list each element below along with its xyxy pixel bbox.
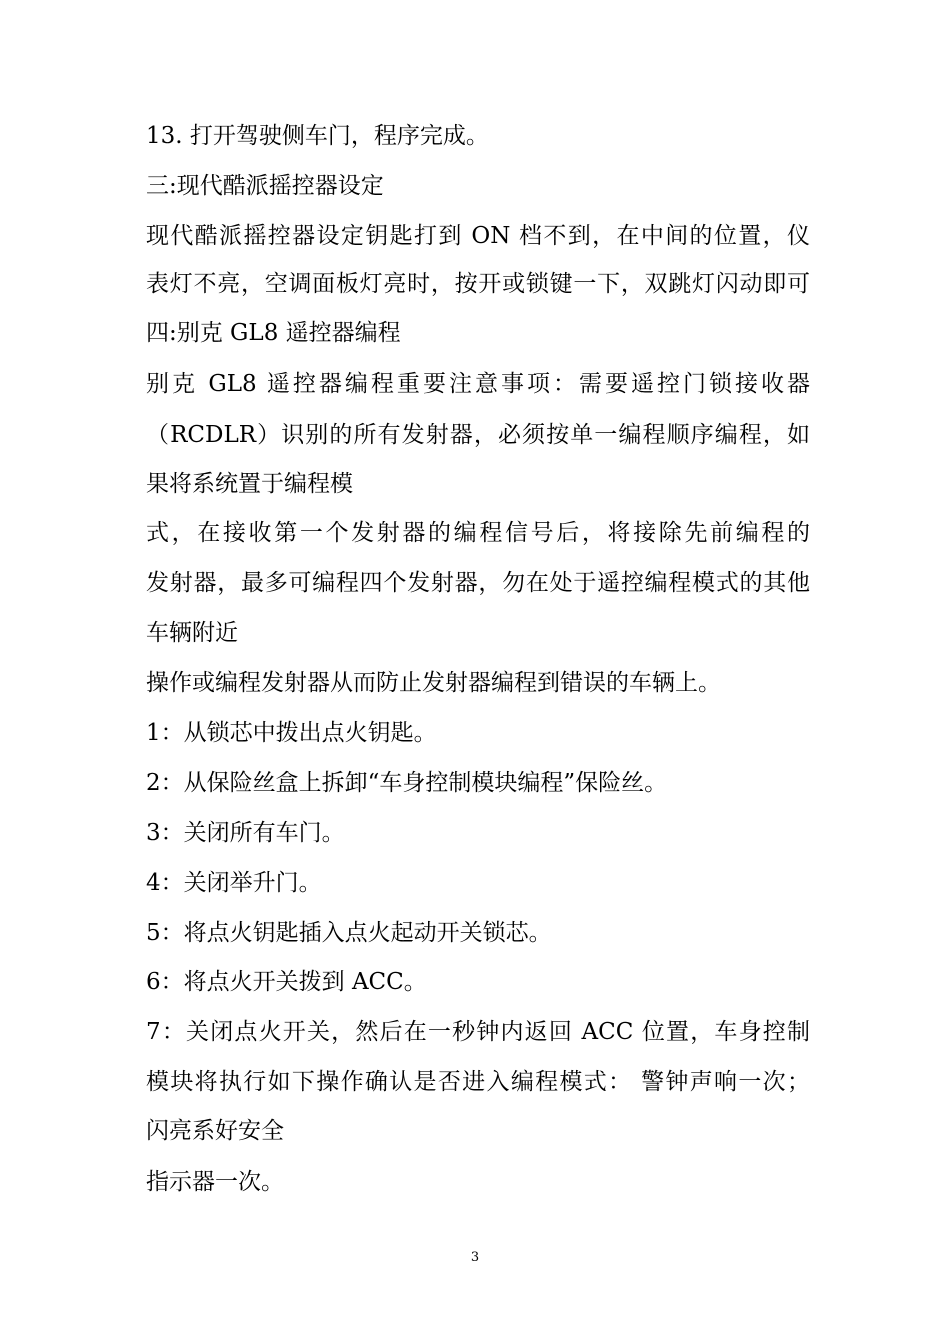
- text-line-9: 式，在接收第一个发射器的编程信号后，将接除先前编程的: [146, 520, 810, 546]
- text-line-7: （RCDLR）识别的所有发射器，必须按单一编程顺序编程，如: [146, 422, 810, 448]
- text-line-17: 5：将点火钥匙插入点火起动开关锁芯。: [146, 920, 552, 946]
- text-line-21: 闪亮系好安全: [146, 1118, 284, 1144]
- text-line-6: 别克 GL8 遥控器编程重要注意事项：需要遥控门锁接收器: [146, 371, 810, 397]
- text-line-10: 发射器，最多可编程四个发射器，勿在处于遥控编程模式的其他: [146, 570, 810, 596]
- text-line-15: 3：关闭所有车门。: [146, 820, 345, 846]
- text-line-18: 6：将点火开关拨到 ACC。: [146, 969, 427, 995]
- text-line-5: 四:别克 GL8 遥控器编程: [146, 320, 401, 346]
- page-number: 3: [470, 1250, 480, 1265]
- text-line-3: 现代酷派摇控器设定钥匙打到 ON 档不到，在中间的位置，仪: [146, 223, 810, 249]
- text-line-16: 4：关闭举升门。: [146, 870, 322, 896]
- text-line-12: 操作或编程发射器从而防止发射器编程到错误的车辆上。: [146, 670, 721, 696]
- text-line-20: 模块将执行如下操作确认是否进入编程模式： 警钟声响一次；: [146, 1069, 810, 1095]
- text-line-14: 2：从保险丝盒上拆卸“车身控制模块编程”保险丝。: [146, 770, 668, 796]
- text-line-1: 13. 打开驾驶侧车门，程序完成。: [146, 123, 489, 149]
- text-line-8: 果将系统置于编程模: [146, 471, 353, 497]
- text-line-19: 7：关闭点火开关，然后在一秒钟内返回 ACC 位置，车身控制: [146, 1019, 810, 1045]
- text-line-2: 三:现代酷派摇控器设定: [146, 173, 384, 199]
- text-line-4: 表灯不亮，空调面板灯亮时，按开或锁键一下，双跳灯闪动即可: [146, 271, 810, 297]
- text-line-22: 指示器一次。: [146, 1169, 284, 1195]
- text-line-11: 车辆附近: [146, 620, 238, 646]
- text-line-13: 1：从锁芯中拨出点火钥匙。: [146, 720, 437, 746]
